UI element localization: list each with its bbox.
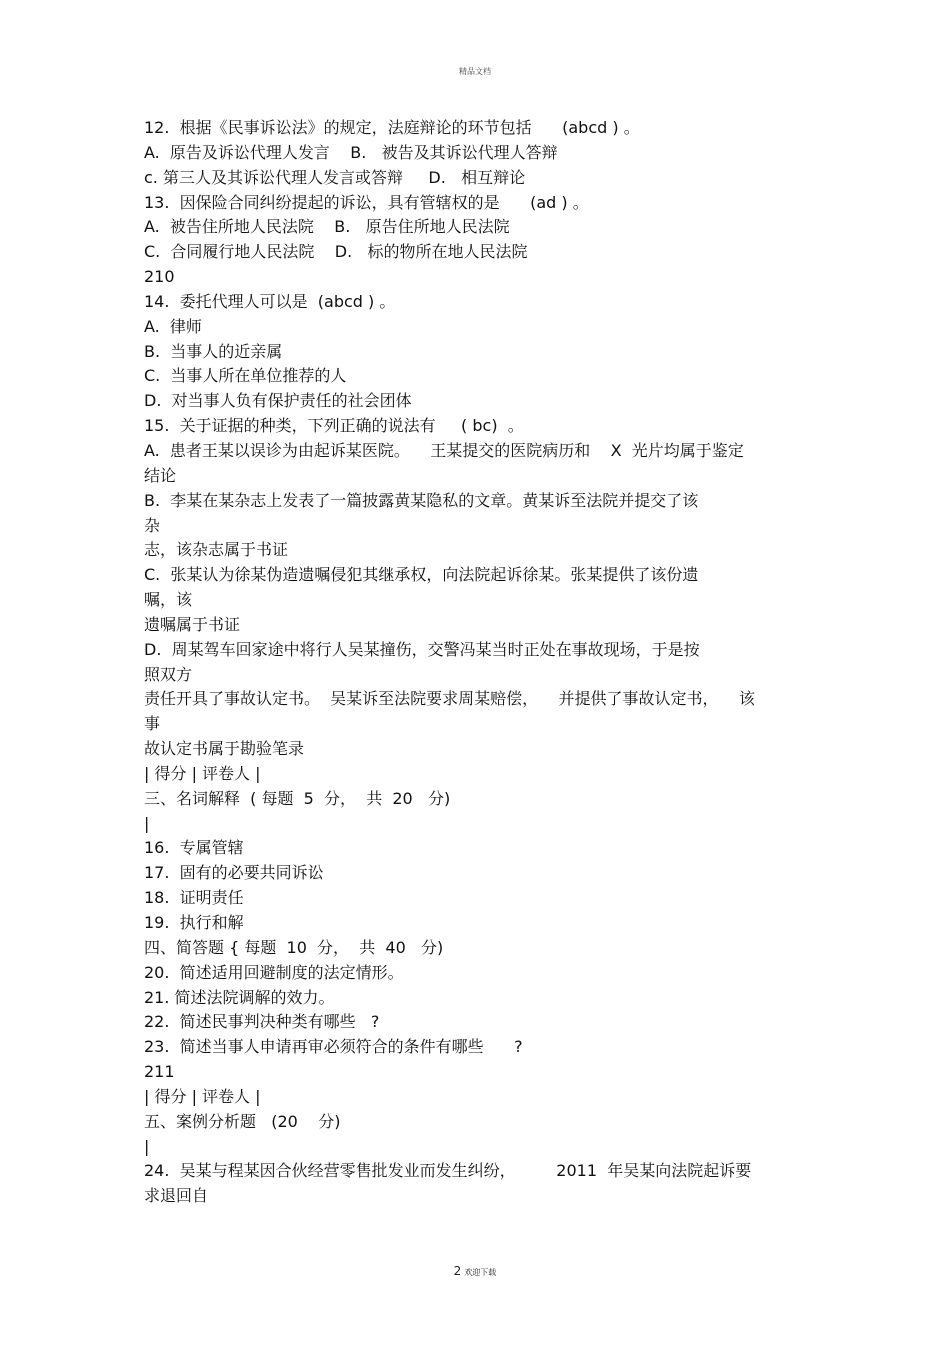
page-header	[0, 66, 950, 77]
text-line: 23. 简述当事人申请再审必须符合的条件有哪些 ?	[144, 1037, 523, 1057]
score-table-row: | 得分 | 评卷人 |	[144, 763, 261, 783]
text-line: 结论	[144, 465, 177, 485]
text-line: 17. 固有的必要共同诉讼	[144, 863, 324, 883]
text-line: 故认定书属于勘验笔录	[144, 739, 305, 759]
text-line: 21. 简述法院调解的效力。	[144, 987, 335, 1007]
text-line: D. 对当事人负有保护责任的社会团体	[144, 391, 412, 411]
text-line: 责任开具了事故认定书。 吴某诉至法院要求周某赔偿， 并提供了事故认定书， 该	[144, 689, 755, 709]
text-line: A. 患者王某以误诊为由起诉某医院。 王某提交的医院病历和 X 光片均属于鉴定	[144, 440, 744, 460]
text-line: A. 律师	[144, 316, 202, 336]
section-heading: 五、案例分析题 (20 分)	[144, 1111, 341, 1131]
text-line: C. 当事人所在单位推荐的人	[144, 366, 347, 386]
section-heading: 三、名词解释 ( 每题 5 分， 共 20 分)	[144, 788, 451, 808]
text-line: 19. 执行和解	[144, 913, 244, 932]
text-line: 22. 简述民事判决种类有哪些 ?	[144, 1012, 380, 1032]
text-line: 211	[144, 1062, 175, 1082]
header-text: 精品文档	[459, 67, 491, 76]
text-line: 遗嘱属于书证	[144, 614, 241, 634]
text-line: 照双方	[144, 664, 193, 684]
text-line: C. 合同履行地人民法院 D. 标的物所在地人民法院	[144, 242, 528, 262]
text-line: B. 当事人的近亲属	[144, 341, 283, 361]
text-line: 20. 简述适用回避制度的法定情形。	[144, 962, 404, 982]
text-line: 嘱，该	[144, 590, 193, 610]
text-line: 12. 根据《民事诉讼法》的规定，法庭辩论的环节包括 (abcd ) 。	[144, 118, 640, 137]
page-footer	[0, 1260, 950, 1279]
text-line: A. 原告及诉讼代理人发言 B. 被告及其诉讼代理人答辩	[144, 142, 558, 162]
text-line: 15. 关于证据的种类，下列正确的说法有 ( bc) 。	[144, 416, 524, 436]
text-line: |	[144, 1136, 150, 1156]
document-body	[144, 116, 824, 1209]
text-line: A. 被告住所地人民法院 B. 原告住所地人民法院	[144, 217, 510, 237]
text-line: 13. 因保险合同纠纷提起的诉讼，具有管辖权的是 (ad ) 。	[144, 192, 589, 212]
text-line: 事	[144, 714, 161, 734]
text-line: c. 第三人及其诉讼代理人发言或答辩 D. 相互辩论	[144, 167, 526, 187]
text-line: |	[144, 813, 150, 833]
text-line: 18. 证明责任	[144, 888, 244, 908]
text-line: 志，该杂志属于书证	[144, 540, 289, 560]
footer-text: 欢迎下载	[464, 1268, 497, 1277]
text-line: 求退回自	[144, 1186, 209, 1206]
text-line: C. 张某认为徐某伪造遗嘱侵犯其继承权，向法院起诉徐某。张某提供了该份遗	[144, 565, 699, 585]
score-table-row: | 得分 | 评卷人 |	[144, 1086, 261, 1106]
page-number: 2	[453, 1264, 462, 1278]
text-line: 14. 委托代理人可以是 (abcd ) 。	[144, 291, 396, 311]
text-line: 16. 专属管辖	[144, 838, 244, 858]
text-line: 210	[144, 267, 175, 287]
text-line: B. 李某在某杂志上发表了一篇披露黄某隐私的文章。黄某诉至法院并提交了该	[144, 490, 699, 510]
text-line: 24. 吴某与程某因合伙经营零售批发业而发生纠纷， 2011 年吴某向法院起诉要	[144, 1161, 752, 1181]
text-line: 杂	[144, 515, 161, 535]
text-line: D. 周某驾车回家途中将行人吴某撞伤，交警冯某当时正处在事故现场，于是按	[144, 639, 700, 659]
section-heading: 四、简答题 { 每题 10 分， 共 40 分)	[144, 937, 444, 957]
